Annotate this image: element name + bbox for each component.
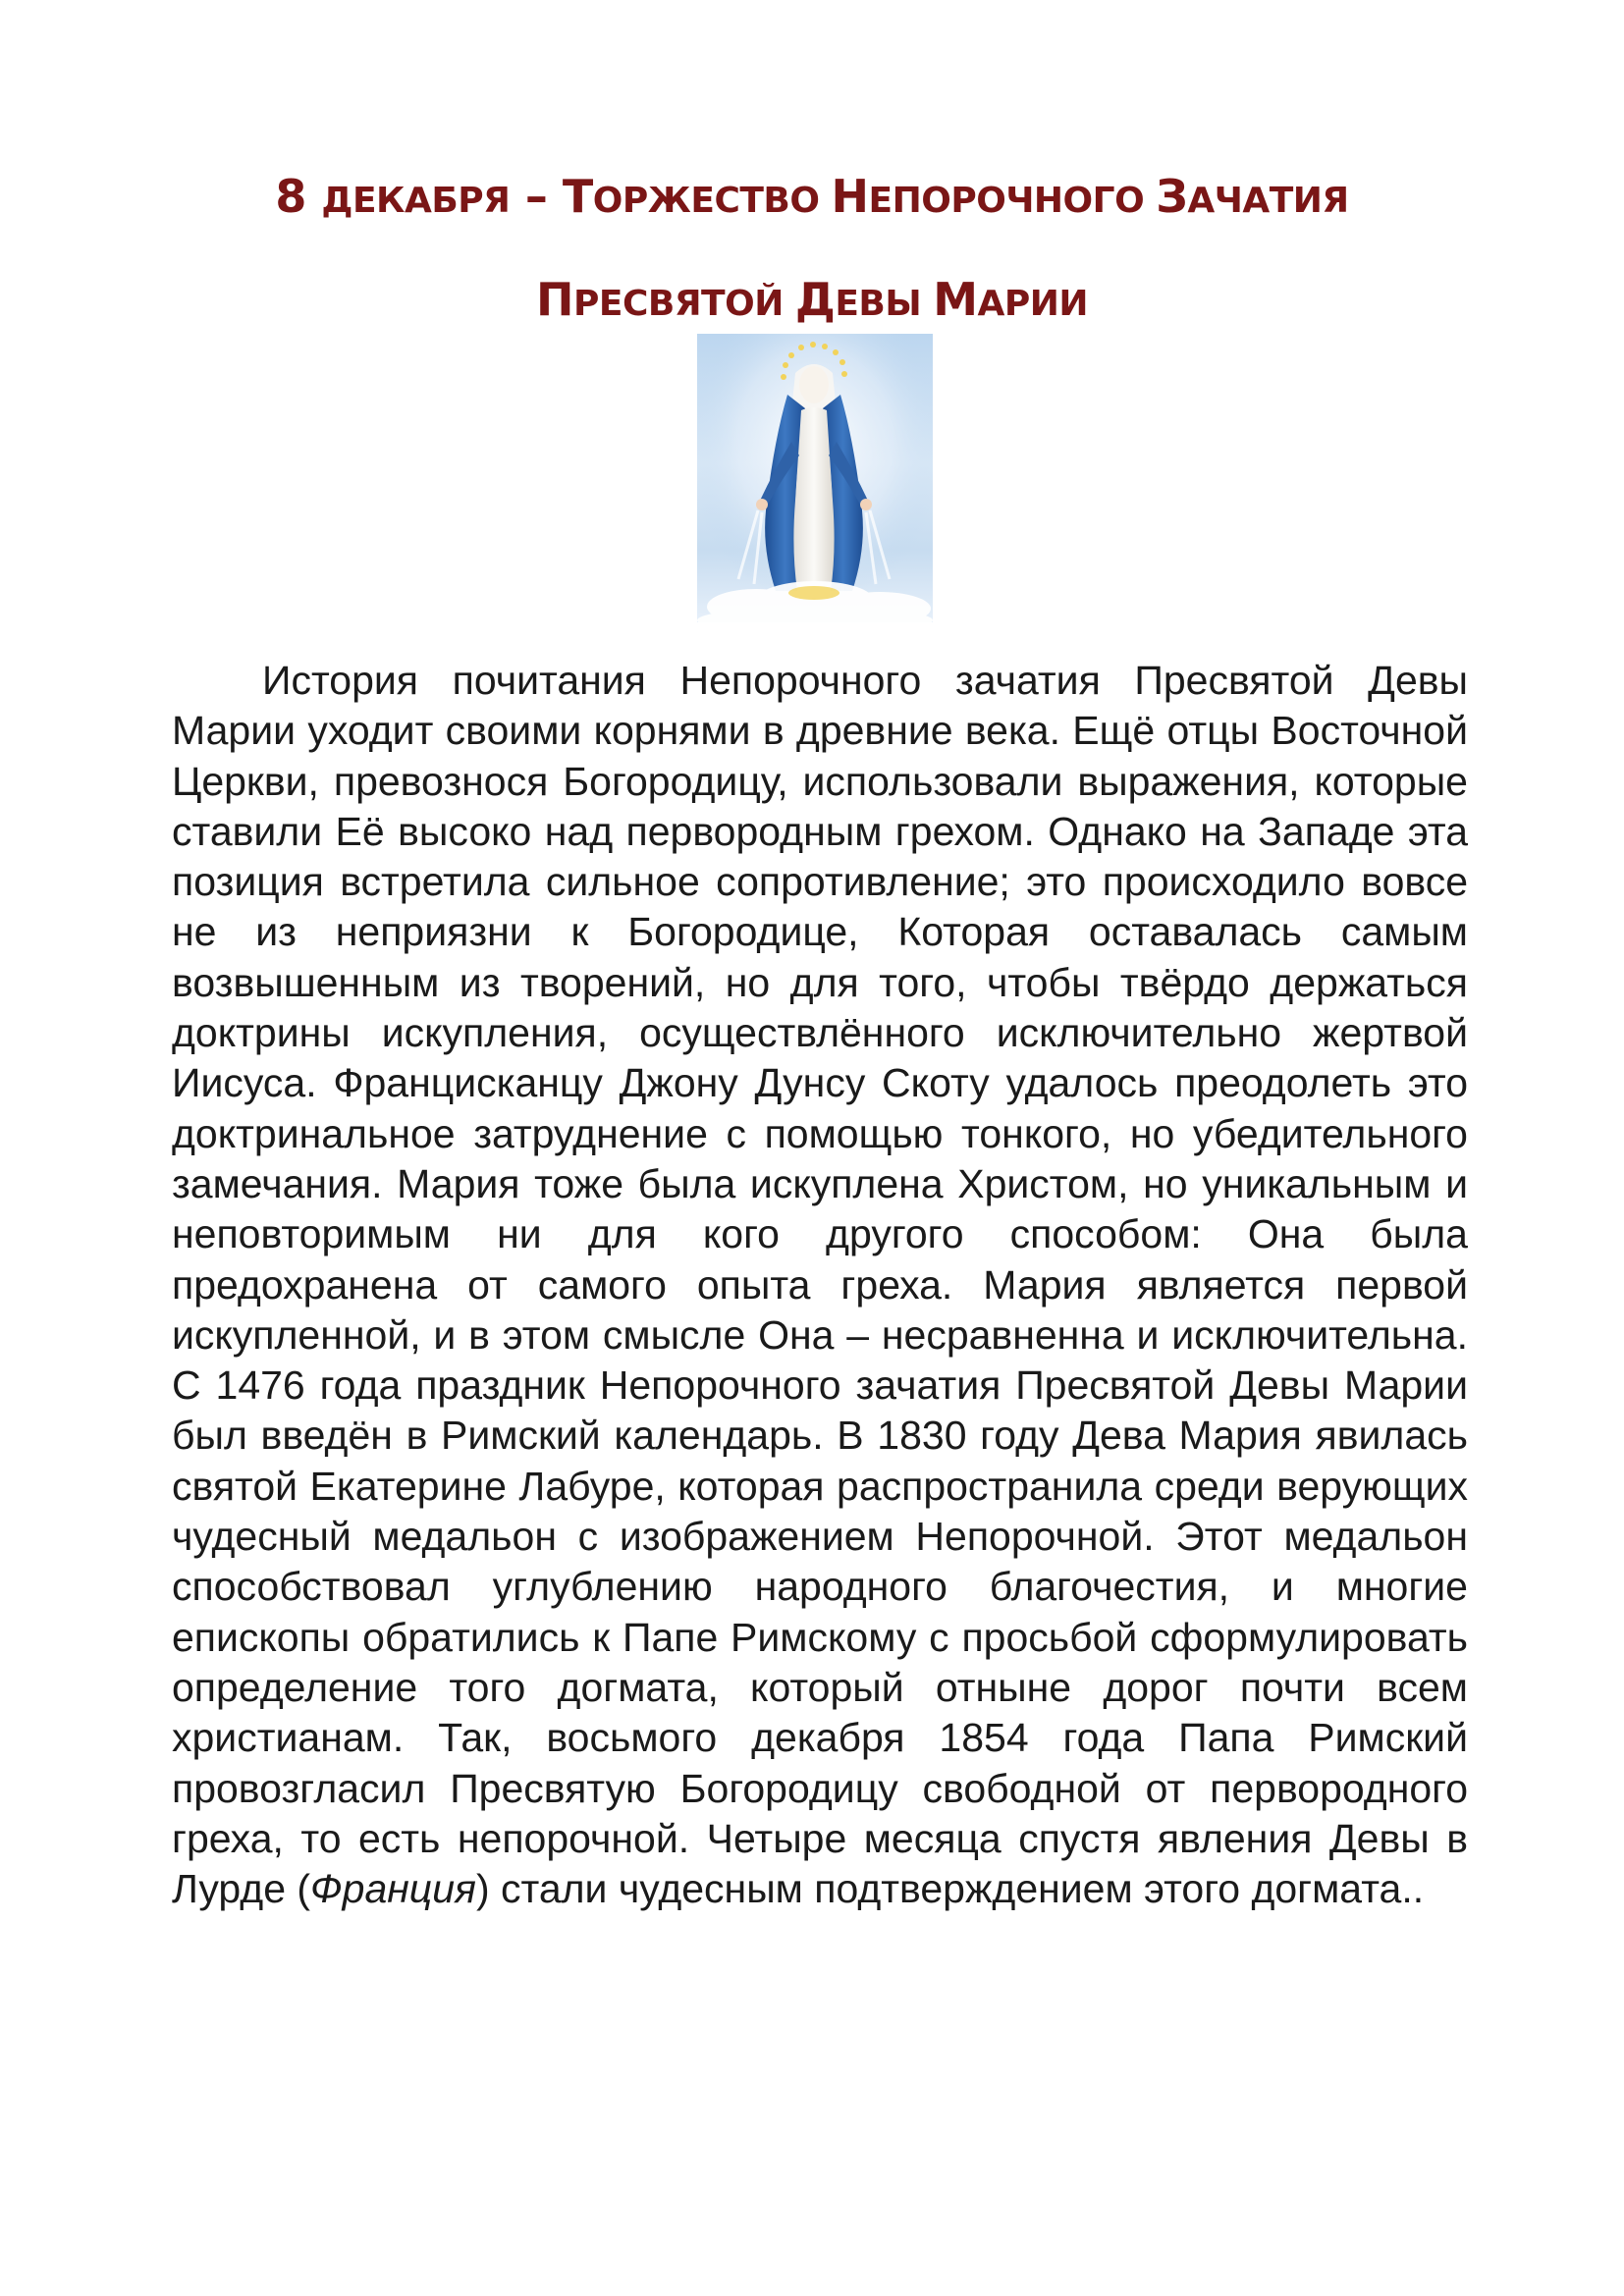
title-segment: ЕВЫ bbox=[835, 284, 934, 324]
title-segment: РЕСВЯТОЙ bbox=[572, 284, 795, 324]
title-segment: М bbox=[933, 273, 978, 326]
title-segment: Н bbox=[831, 170, 869, 223]
title-segment: ДЕКАБРЯ bbox=[321, 181, 511, 221]
title-segment: АРИИ bbox=[977, 284, 1089, 324]
title-segment: 8 bbox=[275, 170, 322, 223]
title-line-1 bbox=[0, 147, 1624, 250]
body-text-italic: Франция bbox=[310, 1866, 476, 1912]
page-title bbox=[0, 147, 1624, 353]
title-segment: ЕПОРОЧНОГО bbox=[868, 181, 1157, 221]
body-paragraph bbox=[172, 656, 1468, 1914]
body-text-main: История почитания Непорочного зачатия Пресвятой Девы Марии уходит своими корнями в древние века. Ещё отцы Восточной Церкви, превознося Богородицу, использовали выражения, которые ставили Её высоко над первородным грехом. Однако на Западе эта позиция встретила сильное сопротивление; это происходило вовсе не из неприязни к Богородице, Которая оставалась самым возвышенным из творений, но для того, чтобы твёрдо держаться доктрины искупления, осуществлённого исключительно жертвой Иисуса. Францисканцу Джону Дунсу Скоту удалось преодолеть это доктринальное затруднение с помощью тонкого, но убедительного замечания. Мария тоже была искуплена Христом, но уникальным и неповторимым ни для кого другого способом: Она была предохранена от самого опыта греха. Мария является первой искупленной, и в этом смысле Она – несравненна и исключительна. С 1476 года праздник Непорочного зачатия Пресвятой Девы Марии был введён в Римский календарь. В 1830 году Дева Мария явилась святой Екатерине Лабуре, которая распространила среди верующих чудесный медальон с изображением Непорочной. Этот медальон способствовал углублению народного благочестия, и многие епископы обратились к Папе Римскому с просьбой сформулировать определение того догмата, который отныне дорог почти всем христианам. Так, восьмого декабря 1854 года Папа Римский провозгласил Пресвятую Богородицу свободной от первородного греха, то есть непорочной. Четыре месяца спустя явления Девы в Лурде ( bbox=[172, 658, 1468, 1912]
title-segment: П bbox=[535, 273, 573, 326]
body-text-end: ) стали чудесным подтверждением этого догмата.. bbox=[475, 1866, 1425, 1912]
title-segment: ОРЖЕСТВО bbox=[592, 181, 832, 221]
title-segment: Д bbox=[794, 273, 836, 326]
virgin-mary-icon bbox=[697, 334, 933, 622]
title-segment: З bbox=[1156, 170, 1188, 223]
title-segment: – Т bbox=[510, 170, 593, 223]
title-segment: АЧАТИЯ bbox=[1187, 181, 1349, 221]
